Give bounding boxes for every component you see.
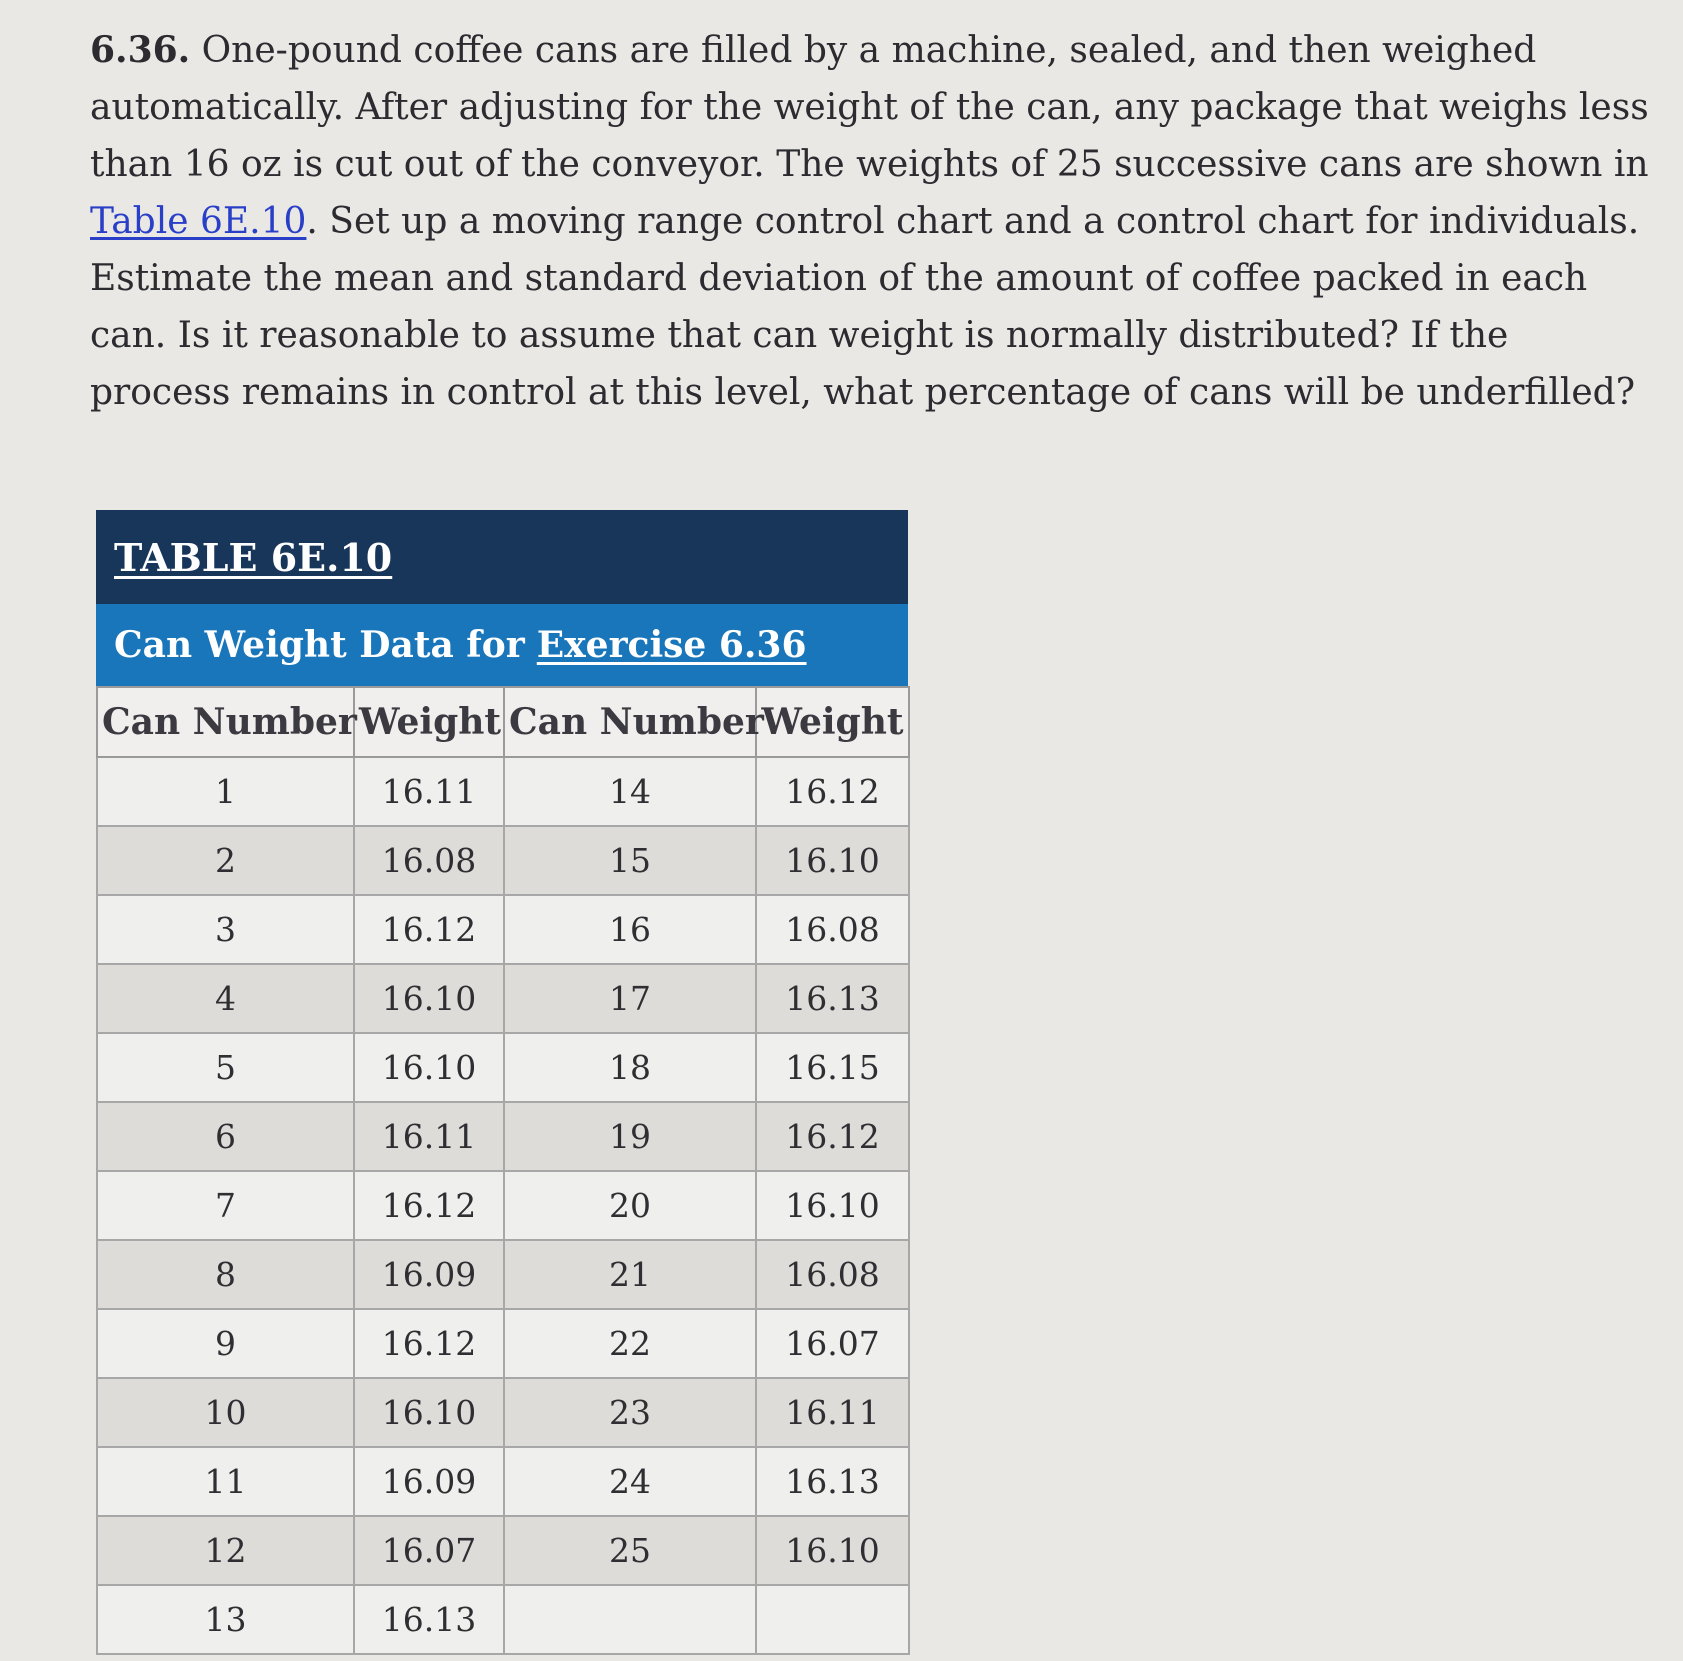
problem-statement xyxy=(90,22,1650,421)
weight-cell: 16.12 xyxy=(354,895,504,964)
table-row xyxy=(97,1309,909,1378)
can-number-cell: 4 xyxy=(97,964,354,1033)
can-number-cell: 11 xyxy=(97,1447,354,1516)
exercise-link[interactable]: Exercise 6.36 xyxy=(536,624,807,666)
header-can-number-2: Can Number xyxy=(504,687,756,757)
weight-cell: 16.12 xyxy=(354,1309,504,1378)
can-number-cell: 20 xyxy=(504,1171,756,1240)
table-row xyxy=(97,1378,909,1447)
weight-cell: 16.15 xyxy=(756,1033,909,1102)
weight-cell: 16.13 xyxy=(354,1585,504,1654)
table-body xyxy=(97,757,909,1654)
can-number-cell: 8 xyxy=(97,1240,354,1309)
weight-cell: 16.11 xyxy=(756,1378,909,1447)
weight-cell xyxy=(756,1585,909,1654)
weight-cell: 16.08 xyxy=(354,826,504,895)
data-table-container xyxy=(96,510,908,1655)
can-number-cell: 9 xyxy=(97,1309,354,1378)
can-number-cell: 19 xyxy=(504,1102,756,1171)
table-row xyxy=(97,1240,909,1309)
problem-text-part2: . Set up a moving range control chart and a control chart for individuals. Estimate the mean and standard deviation of the amount of coffee packed in each can. Is it reasonable to assume that can weight is normally distributed? If the process remains in control at this level, what percentage of cans will be underfilled? xyxy=(90,201,1640,413)
table-caption-text: Can Weight Data for xyxy=(114,624,525,666)
weight-cell: 16.07 xyxy=(354,1516,504,1585)
header-weight-2: Weight xyxy=(756,687,909,757)
can-number-cell: 14 xyxy=(504,757,756,826)
can-number-cell: 17 xyxy=(504,964,756,1033)
weight-cell: 16.09 xyxy=(354,1447,504,1516)
table-row xyxy=(97,1102,909,1171)
weight-cell: 16.13 xyxy=(756,964,909,1033)
weight-cell: 16.07 xyxy=(756,1309,909,1378)
weight-cell: 16.10 xyxy=(354,1033,504,1102)
header-weight-1: Weight xyxy=(354,687,504,757)
weight-cell: 16.12 xyxy=(756,1102,909,1171)
table-title: TABLE 6E.10 xyxy=(96,510,908,604)
problem-text-part1: One-pound coffee cans are filled by a machine, sealed, and then weighed automatically. After adjusting for the weight of the can, any package that weighs less than 16 oz is cut out of the conveyor. The weights of 25 successive cans are shown in xyxy=(90,30,1649,185)
weight-cell: 16.10 xyxy=(354,1378,504,1447)
can-number-cell: 12 xyxy=(97,1516,354,1585)
can-number-cell: 22 xyxy=(504,1309,756,1378)
can-number-cell: 2 xyxy=(97,826,354,895)
can-number-cell: 24 xyxy=(504,1447,756,1516)
table-header-row xyxy=(97,687,909,757)
table-row xyxy=(97,757,909,826)
can-number-cell: 6 xyxy=(97,1102,354,1171)
header-can-number-1: Can Number xyxy=(97,687,354,757)
can-number-cell: 5 xyxy=(97,1033,354,1102)
table-reference-link[interactable]: Table 6E.10 xyxy=(90,201,307,242)
can-number-cell: 23 xyxy=(504,1378,756,1447)
weight-cell: 16.11 xyxy=(354,1102,504,1171)
can-number-cell: 18 xyxy=(504,1033,756,1102)
table-row xyxy=(97,1516,909,1585)
weight-cell: 16.12 xyxy=(354,1171,504,1240)
weight-cell: 16.09 xyxy=(354,1240,504,1309)
problem-number: 6.36. xyxy=(90,29,191,71)
weight-cell: 16.10 xyxy=(756,826,909,895)
table-row xyxy=(97,1033,909,1102)
can-number-cell: 3 xyxy=(97,895,354,964)
can-number-cell: 1 xyxy=(97,757,354,826)
can-weight-table xyxy=(96,686,910,1655)
can-number-cell: 16 xyxy=(504,895,756,964)
can-number-cell: 25 xyxy=(504,1516,756,1585)
weight-cell: 16.10 xyxy=(756,1171,909,1240)
can-number-cell: 7 xyxy=(97,1171,354,1240)
weight-cell: 16.10 xyxy=(354,964,504,1033)
table-row xyxy=(97,964,909,1033)
table-caption xyxy=(96,604,908,686)
weight-cell: 16.08 xyxy=(756,1240,909,1309)
table-row xyxy=(97,895,909,964)
can-number-cell: 13 xyxy=(97,1585,354,1654)
can-number-cell xyxy=(504,1585,756,1654)
table-row xyxy=(97,1585,909,1654)
table-row xyxy=(97,1447,909,1516)
can-number-cell: 21 xyxy=(504,1240,756,1309)
weight-cell: 16.12 xyxy=(756,757,909,826)
weight-cell: 16.11 xyxy=(354,757,504,826)
weight-cell: 16.08 xyxy=(756,895,909,964)
weight-cell: 16.10 xyxy=(756,1516,909,1585)
table-row xyxy=(97,1171,909,1240)
can-number-cell: 10 xyxy=(97,1378,354,1447)
weight-cell: 16.13 xyxy=(756,1447,909,1516)
can-number-cell: 15 xyxy=(504,826,756,895)
table-row xyxy=(97,826,909,895)
